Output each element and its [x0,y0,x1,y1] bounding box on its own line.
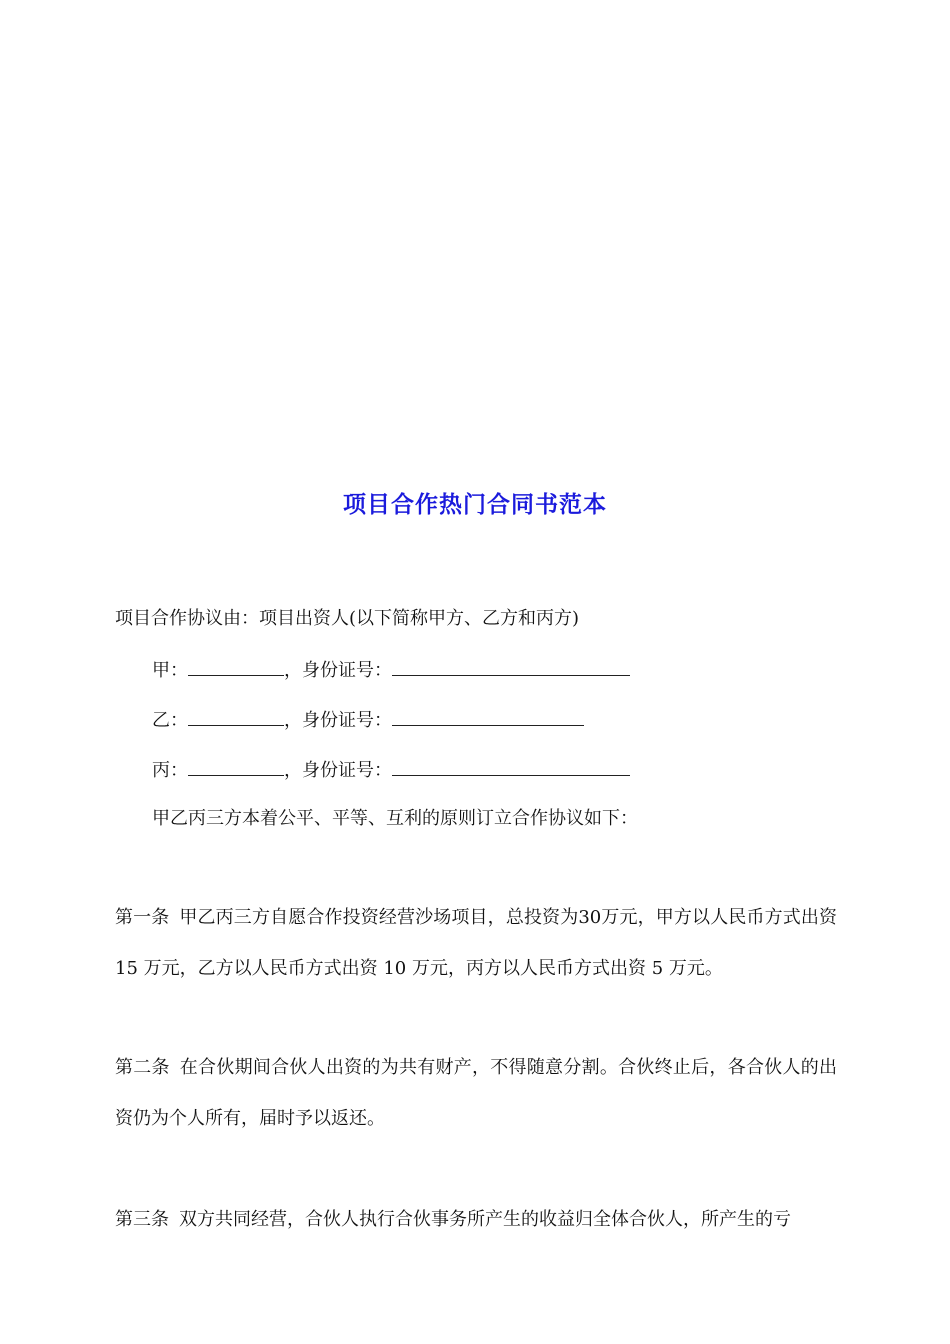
name-blank [188,707,284,726]
name-blank [188,657,284,676]
article-number: 第一条 [115,907,170,928]
article-number: 第二条 [115,1057,170,1078]
id-blank [392,707,584,726]
article-text: 双方共同经营，合伙人执行合伙事务所产生的收益归全体合伙人，所产生的亏 [179,1209,791,1230]
id-label: ，身份证号： [284,660,392,681]
article-1 [115,892,837,994]
intro-line: 项目合作协议由：项目出资人(以下简称甲方、乙方和丙方) [115,608,580,629]
id-blank [392,657,630,676]
name-blank [188,757,284,776]
party-label: 甲： [152,660,188,681]
principle-line: 甲乙丙三方本着公平、平等、互利的原则订立合作协议如下： [152,808,638,829]
id-label: ，身份证号： [284,760,392,781]
party-label: 乙： [152,710,188,731]
party-label: 丙： [152,760,188,781]
party-row-jia [152,657,630,683]
article-text: 在合伙期间合伙人出资的为共有财产，不得随意分割。合伙终止后，各合伙人的出资仍为个人所有，届时予以返还。 [115,1057,838,1129]
party-row-bing [152,757,630,783]
article-3 [115,1194,837,1245]
article-2 [115,1042,837,1144]
article-text: 甲乙丙三方自愿合作投资经营沙场项目，总投资为30万元，甲方以人民币方式出资 15 万元，乙方以人民币方式出资 10 万元，丙方以人民币方式出资 5 万元。 [115,907,837,979]
document-title: 项目合作热门合同书范本 [343,492,607,518]
party-row-yi [152,707,584,733]
article-number: 第三条 [115,1209,169,1230]
id-label: ，身份证号： [284,710,392,731]
id-blank [392,757,630,776]
